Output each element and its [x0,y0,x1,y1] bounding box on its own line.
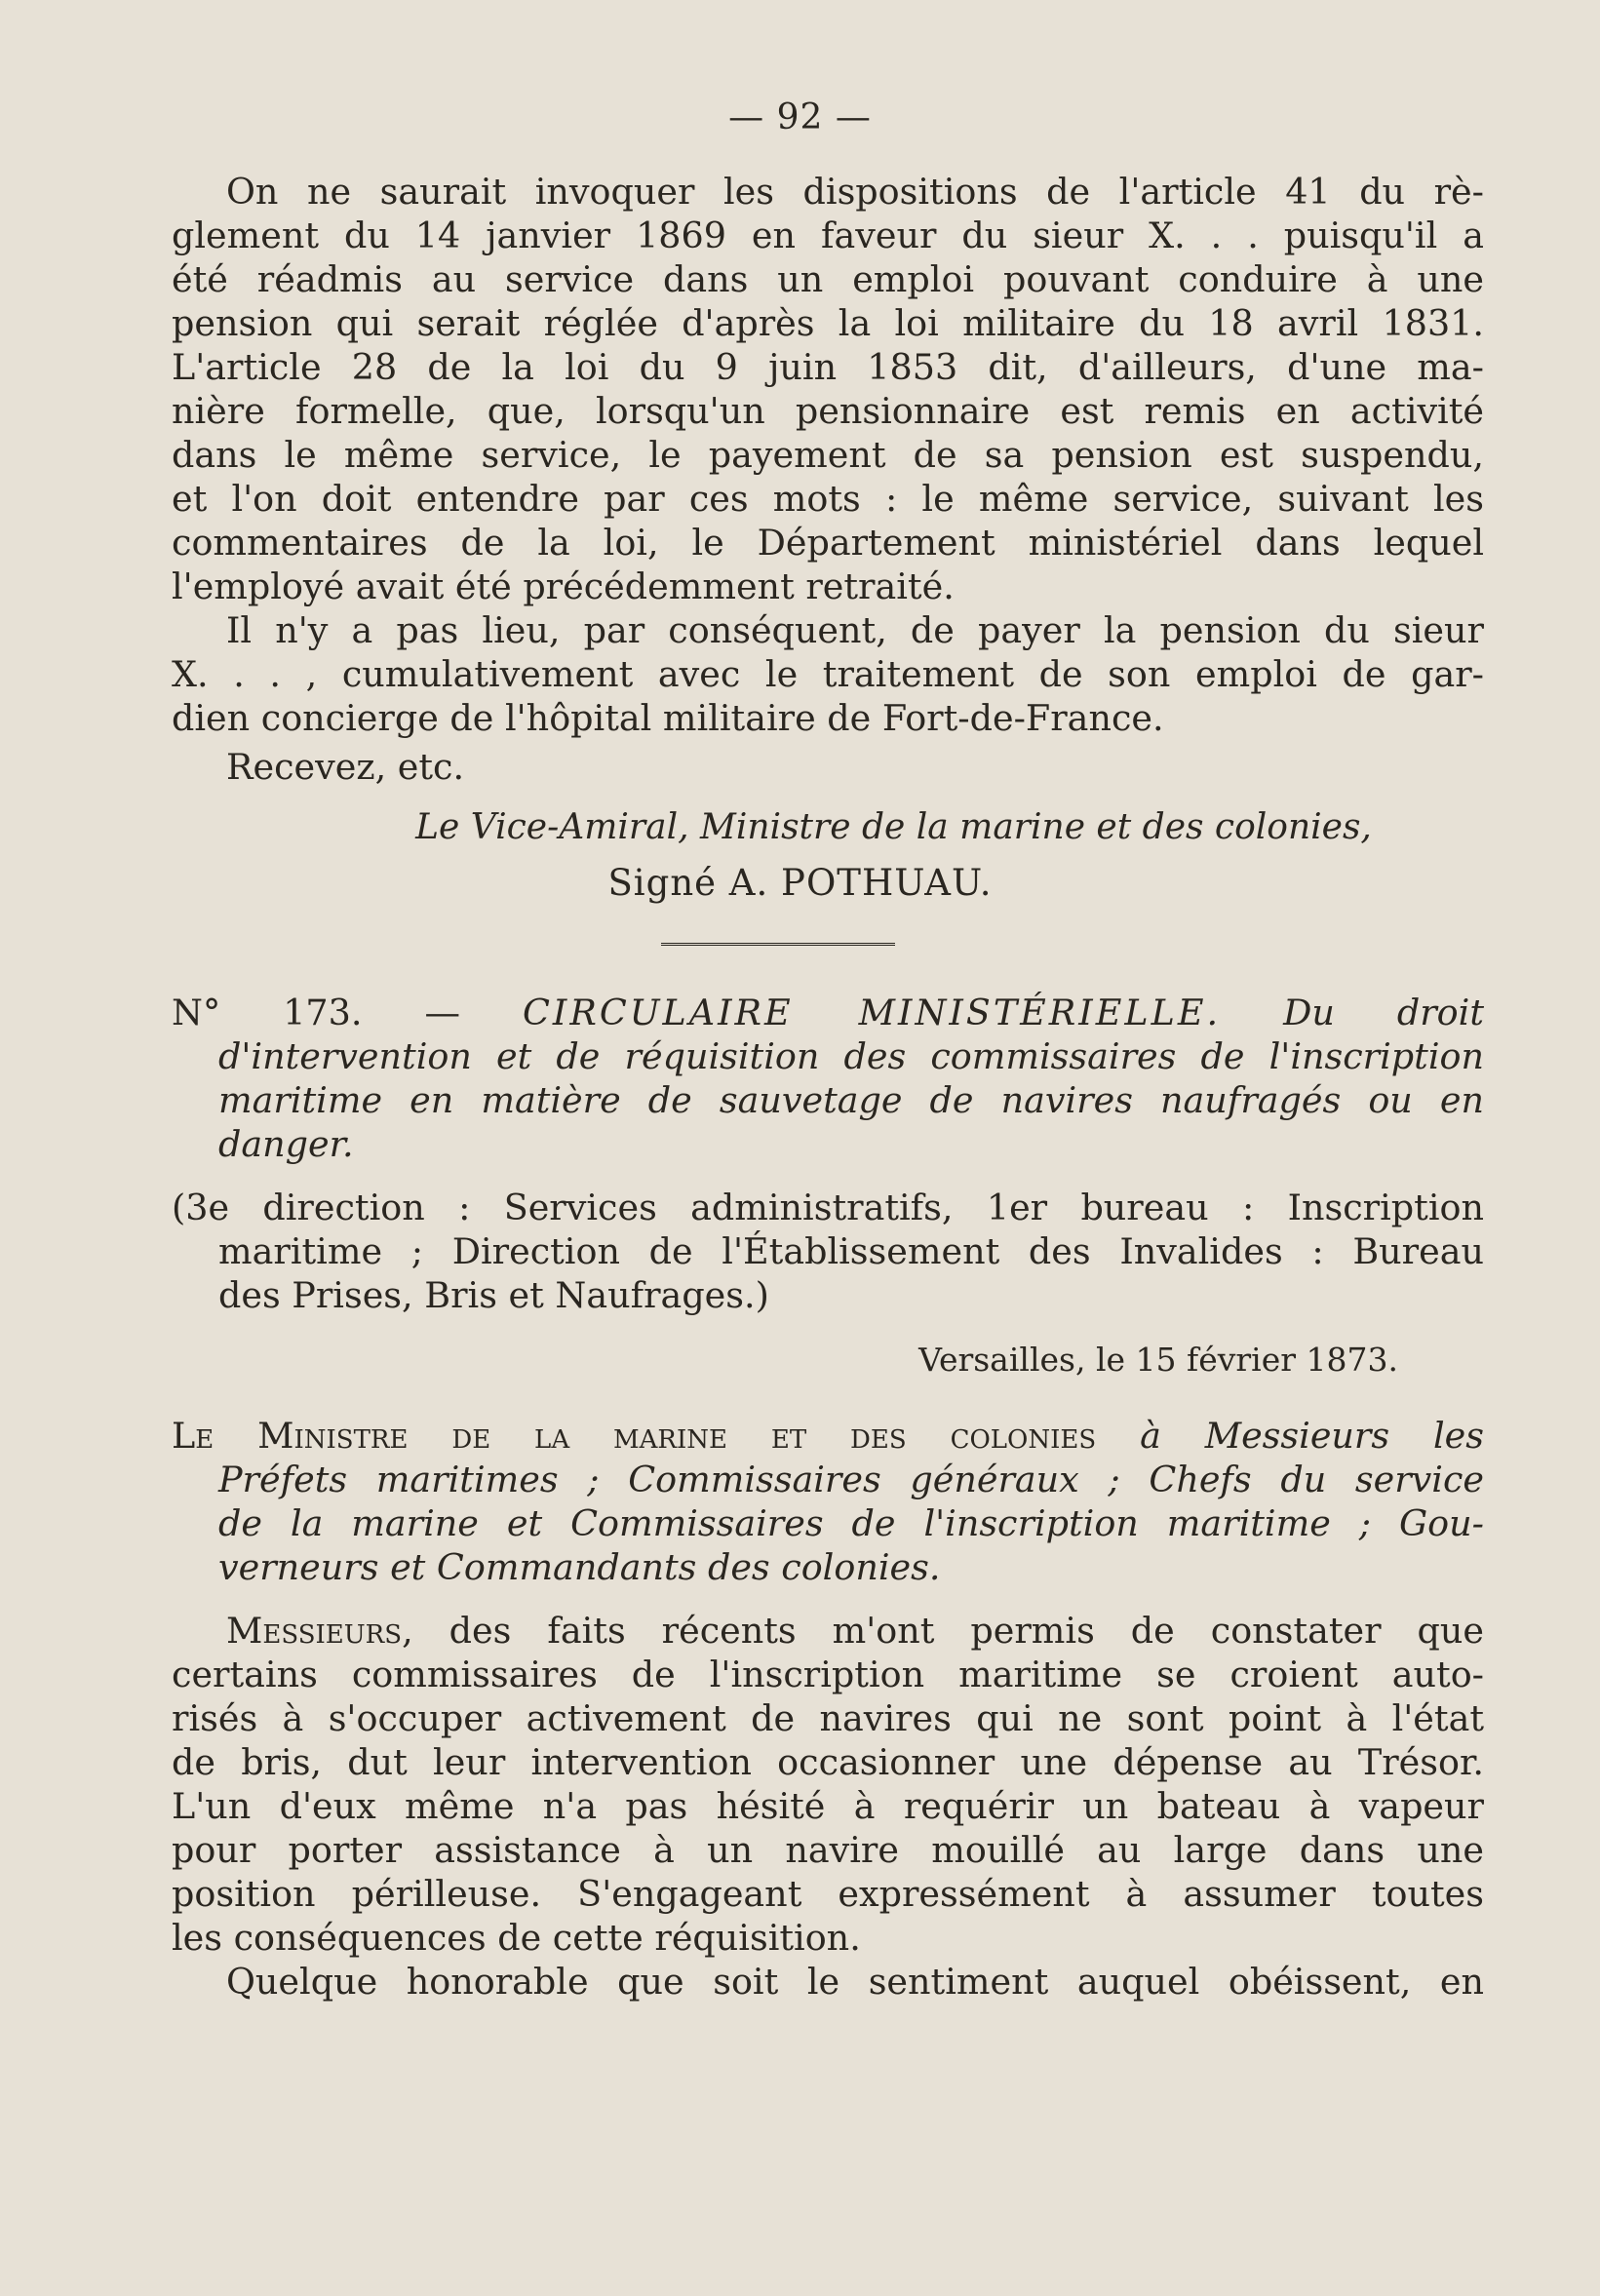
text-line: Il n'y a pas lieu, par conséquent, de payer la pension du sieur [226,609,1484,651]
closing-block [172,745,1484,789]
addressee-line: verneurs et Commandants des colonies. [218,1546,941,1588]
text-line: été réadmis au service dans un emploi pouvant conduire à une [172,258,1484,300]
circular-title: CIRCULAIRE MINISTÉRIELLE. [523,992,1222,1033]
direction-block [172,1186,1484,1317]
text-line: commentaires de la loi, le Département ministériel dans lequel [172,522,1484,564]
text-line: position périlleuse. S'engageant expressément à assumer toutes [172,1873,1484,1915]
addressee-line: Préfets maritimes ; Commissaires généraux ; Chefs du service [218,1459,1484,1500]
circular-header-line [172,991,1484,1034]
text-line: pension qui serait réglée d'après la loi militaire du 18 avril 1831. [172,302,1484,344]
text-line: l'employé avait été précédemment retraité. [172,565,955,607]
section-divider [661,943,895,946]
text-line: glement du 14 janvier 1869 en faveur du sieur X. . . puisqu'il a [172,214,1484,256]
circular-subject-line: danger. [218,1123,354,1165]
top-paragraph [172,170,1484,608]
body-text: des faits récents m'ont permis de constater que [449,1610,1484,1652]
second-paragraph [172,608,1484,740]
body-first-line [172,1609,1484,1653]
signature: Signé A. POTHUAU. [607,862,993,904]
text-line: nière formelle, que, lorsqu'un pensionnaire est remis en activité [172,390,1484,432]
addressee-first-line [172,1414,1484,1458]
direction-line: des Prises, Bris et Naufrages.) [218,1274,769,1316]
addressee-block [172,1414,1484,1589]
dateline: Versailles, le 15 février 1873. [918,1341,1398,1379]
addressee-start: à Messieurs les [1140,1415,1484,1457]
text-line: L'un d'eux même n'a pas hésité à requérir un bateau à vapeur [172,1785,1484,1827]
addressee-line: de la marine et Commissaires de l'inscription maritime ; Gou- [218,1502,1484,1544]
body-paragraph [172,1609,1484,2004]
circular-number: N° 173. — [172,992,460,1033]
closing-formula: Recevez, etc. [226,746,465,788]
text-line: pour porter assistance à un navire mouillé au large dans une [172,1829,1484,1871]
text-line: On ne saurait invoquer les dispositions de l'article 41 du rè- [226,171,1484,213]
text-line: de bris, dut leur intervention occasionner une dépense au Trésor. [172,1741,1484,1783]
text-line: les conséquences de cette réquisition. [172,1917,861,1959]
text-line: X. . . , cumulativement avec le traitement de son emploi de gar- [172,653,1484,695]
circular-subject-line: maritime en matière de sauvetage de navires naufragés ou en [218,1079,1484,1121]
text-line: L'article 28 de la loi du 9 juin 1853 dit, d'ailleurs, d'une ma- [172,346,1484,388]
text-line: risés à s'occuper activement de navires qui ne sont point à l'état [172,1697,1484,1739]
text-line: certains commissaires de l'inscription maritime se croient auto- [172,1654,1484,1695]
text-line: Quelque honorable que soit le sentiment auquel obéissent, en [226,1961,1484,2003]
page-number: — 92 — [728,97,872,137]
text-line: dans le même service, le payement de sa pension est suspendu, [172,434,1484,476]
circular-subject-line: d'intervention et de réquisition des commissaires de l'inscription [218,1035,1484,1077]
text-line: et l'on doit entendre par ces mots : le même service, suivant les [172,478,1484,520]
direction-line: (3e direction : Services administratifs, 1er bureau : Inscription [172,1187,1484,1228]
salutation: Messieurs, [226,1610,413,1652]
text-line: dien concierge de l'hôpital militaire de Fort-de-France. [172,697,1164,739]
signer-title: Le Vice-Amiral, Ministre de la marine et des colonies, [415,807,1372,847]
circular-subject-start: Du droit [1283,992,1484,1033]
circular-header [172,991,1484,1166]
sender: Le Ministre de la marine et des colonies [172,1415,1097,1457]
direction-line: maritime ; Direction de l'Établissement des Invalides : Bureau [218,1230,1484,1272]
